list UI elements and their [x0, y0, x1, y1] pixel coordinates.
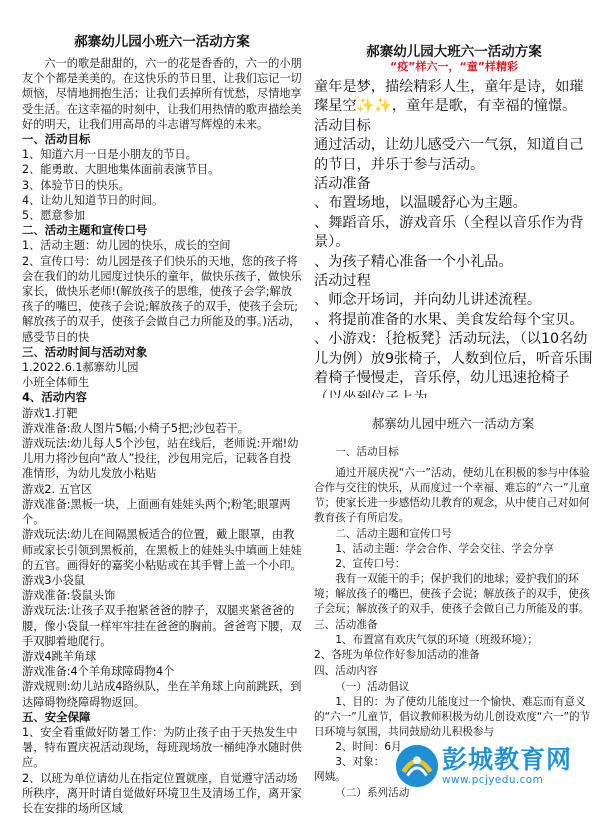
paragraph: 游戏准备:4个羊角球障碍物4个: [22, 665, 175, 679]
section-heading: 4、活动内容: [22, 390, 87, 405]
section-heading: 三、活动时间与活动对象: [22, 344, 148, 359]
document-right-top-daban: [306, 0, 600, 398]
section-heading: 活动过程: [314, 273, 371, 290]
section-heading: 一、活动目标: [335, 446, 399, 458]
paragraph: 游戏准备:黑板一块，上面画有娃娃头两个;粉笔;眼罩两个。: [22, 497, 291, 527]
paragraph: 1、安全看重做好防暑工作：为防止孩子由于天热发生中暑，特布置庆祝活动现场，每班现场放一桶纯净水随时供应。: [22, 725, 302, 770]
paragraph: 、舞蹈音乐，游戏音乐（全程以音乐作为背景）。: [314, 214, 584, 251]
paragraph: 游戏玩法:幼儿每人5个沙包，站在线后，老师说:开端!幼儿用力将沙包向“敌人”投往，沙包用完后，记载各自投准情形，为幼儿发放小粘贴: [22, 437, 299, 481]
paragraph: 、为孩子精心准备一个小礼品。: [314, 253, 513, 270]
paragraph: 4、让幼儿知道节日的时间。: [22, 193, 164, 207]
paragraph: 1、活动主题：学会合作、学会交往、学会分享: [335, 543, 554, 555]
section-heading: （二）系列活动: [335, 787, 410, 799]
paragraph: 游戏4跳羊角球: [22, 649, 97, 663]
paragraph: 2、各班为单位作好参加活动的准备: [314, 649, 480, 661]
section-heading: 五、安全保障: [22, 709, 91, 724]
paragraph: 游戏3小袋鼠: [22, 573, 86, 587]
watermark-url: www.pcjyedu.com: [442, 774, 544, 786]
paragraph: 2、宣传口号：: [335, 558, 406, 570]
section-heading: （一）活动倡议: [335, 681, 410, 693]
doc-body: [314, 78, 594, 408]
paragraph: 3、体验节日的快乐。: [22, 178, 130, 192]
doc-body: [22, 56, 302, 816]
document-right-bottom-zhongban: [306, 398, 600, 798]
paragraph: 、小游戏：｛抢板凳｝活动玩法，（以10名幼儿为例）放9张椅子，人数到位后，听音乐围着椅子慢慢走，音乐停，幼儿迅速抢椅子: [314, 331, 593, 387]
paragraph: 1、知道六月一日是小朋友的节日。: [22, 148, 197, 162]
section-heading: 活动目标: [314, 117, 371, 134]
doc-title: 郝寨幼儿园大班六一活动方案: [366, 44, 542, 60]
paragraph: 小班全体师生: [22, 376, 90, 390]
paragraph: 游戏1.打靶: [22, 406, 78, 420]
paragraph: 游戏准备:袋鼠头饰: [22, 589, 116, 603]
paragraph: 游戏玩法:让孩子双手抱紧爸爸的脖子，双腿夹紧爸爸的腰，像小袋鼠一样牢牢挂在爸爸的胸前。爸爸弯下腰，双手双脚着地爬行。: [22, 604, 302, 648]
paragraph: 网姨。: [314, 771, 346, 783]
paragraph: 、师念开场词，并向幼儿讲述流程。: [314, 292, 542, 309]
section-heading: 二、活动主题和宣传口号: [22, 223, 148, 238]
section-heading: 四、活动内容: [314, 665, 378, 677]
paragraph: 1、目的：为了使幼儿能度过一个愉快、难忘而有意义的“六一”儿童节，倡议教师积极为幼儿创设欢度“六一”的节日环境与氛围，共同鼓励幼儿积极参与: [314, 696, 591, 738]
doc-title: 郝寨幼儿园中班六一活动方案: [371, 416, 535, 431]
paragraph: 游戏玩法:幼儿在间隔黑板适合的位置，戴上眼罩，由教师或家长引领到黑板前，在黑板上的娃娃头中填画上娃娃的五官。画得好的嘉奖小粘贴或在其手臂上盖一个小印。: [22, 528, 302, 572]
paragraph: 童年是梦，描绘精彩人生，童年是诗，如璀璨星空✨✨，童年是歌，有幸福的憧憬。: [314, 79, 584, 115]
paragraph: 2、以班为单位请幼儿在指定位置就座，自觉遵守活动场所秩序，离开时请自觉做好环境卫生及清场工作，离开家长在安排的场所区域: [22, 771, 302, 815]
watermark: [394, 740, 594, 792]
paragraph: 1、布置富有欢庆气氛的环境（班级环境）；: [335, 634, 538, 646]
paragraph: 1、活动主题：幼儿园的快乐，成长的空间: [22, 239, 231, 253]
paragraph: 六一的歌是甜甜的，六一的花是香香的，六一的小朋友个个都是美美的。在这快乐的节日里，让我们忘记一切烦恼，尽情地拥抱生活；让我们丢掉所有忧愁，尽情地享受生活。在这幸福的时刻中，让我们用热情的歌声描绘美好的明天，让我们用高昂的斗志谱写辉煌的未来。: [22, 57, 302, 131]
section-heading: 一、活动目标: [22, 132, 91, 147]
paragraph: 通过开展庆祝“六一”活动，使幼儿在积极的参与中体验合作与交往的快乐，从而度过一个幸福、难忘的“六一”儿童节；使家长进一步感悟幼儿教育的观念，从中使自己对如何教育孩子有所启发。: [314, 467, 590, 524]
watermark-name: 彭城教育网: [442, 745, 573, 774]
document-left-xiaoban: [0, 18, 308, 815]
paragraph: 通过活动，让幼儿感受六一气氛，知道自己的节日，并乐于参与活动。: [314, 137, 584, 173]
section-heading: 三、活动准备: [314, 619, 378, 631]
paragraph: 游戏准备:敌人图片5幅;小椅子5把;沙包若干。: [22, 421, 249, 435]
paragraph: 、将提前准备的水果、美食发给每个宝贝。: [314, 311, 584, 328]
doc-subtitle: “疫”样六一，“童”样精彩: [390, 60, 518, 73]
watermark-logo-icon: [394, 743, 440, 789]
doc-title: 郝寨幼儿园小班六一活动方案: [74, 34, 250, 50]
section-heading: 活动准备: [314, 176, 371, 193]
paragraph: 3、对象：: [335, 756, 385, 768]
paragraph: 2、能勇敢、大胆地集体面前表演节目。: [22, 163, 220, 177]
paragraph: 游戏规则:幼儿站成4路纵队，坐在羊角球上向前跳跃，到达障碍物绕障碍物返回。: [22, 680, 302, 709]
paragraph: 5、愿意参加: [22, 209, 86, 223]
paragraph: 、布置场地，以温暖舒心为主题。: [314, 195, 527, 212]
paragraph: 我有一双能干的手；保护我们的地球；爱护我们的环境；解放孩子的嘴巴，使孩子会说；解放孩子的双手，使孩子会玩；解放孩子的双手，使孩子会做自己力所能及的事。: [314, 573, 590, 615]
paragraph: 2、时间：6月: [335, 741, 402, 753]
paragraph: 2、宣传口号：幼儿园是孩子们快乐的天地，您的孩子将会在我们的幼儿园度过快乐的童年，做快乐孩子，做快乐家长，做快乐老师!(解放孩子的思维，使孩子会学;解放孩子的嘴巴，使孩子会说;解放孩子的双手，使孩子会玩;解放孩子的双手，使孩子会做自己力所能及的事。)活动，感受节日的快: [22, 254, 302, 344]
paragraph: 1.2022.6.1郝寨幼儿园: [22, 361, 139, 375]
paragraph: 游戏2. 五官区: [22, 482, 93, 496]
section-heading: 二、活动主题和宣传口号: [335, 528, 452, 540]
